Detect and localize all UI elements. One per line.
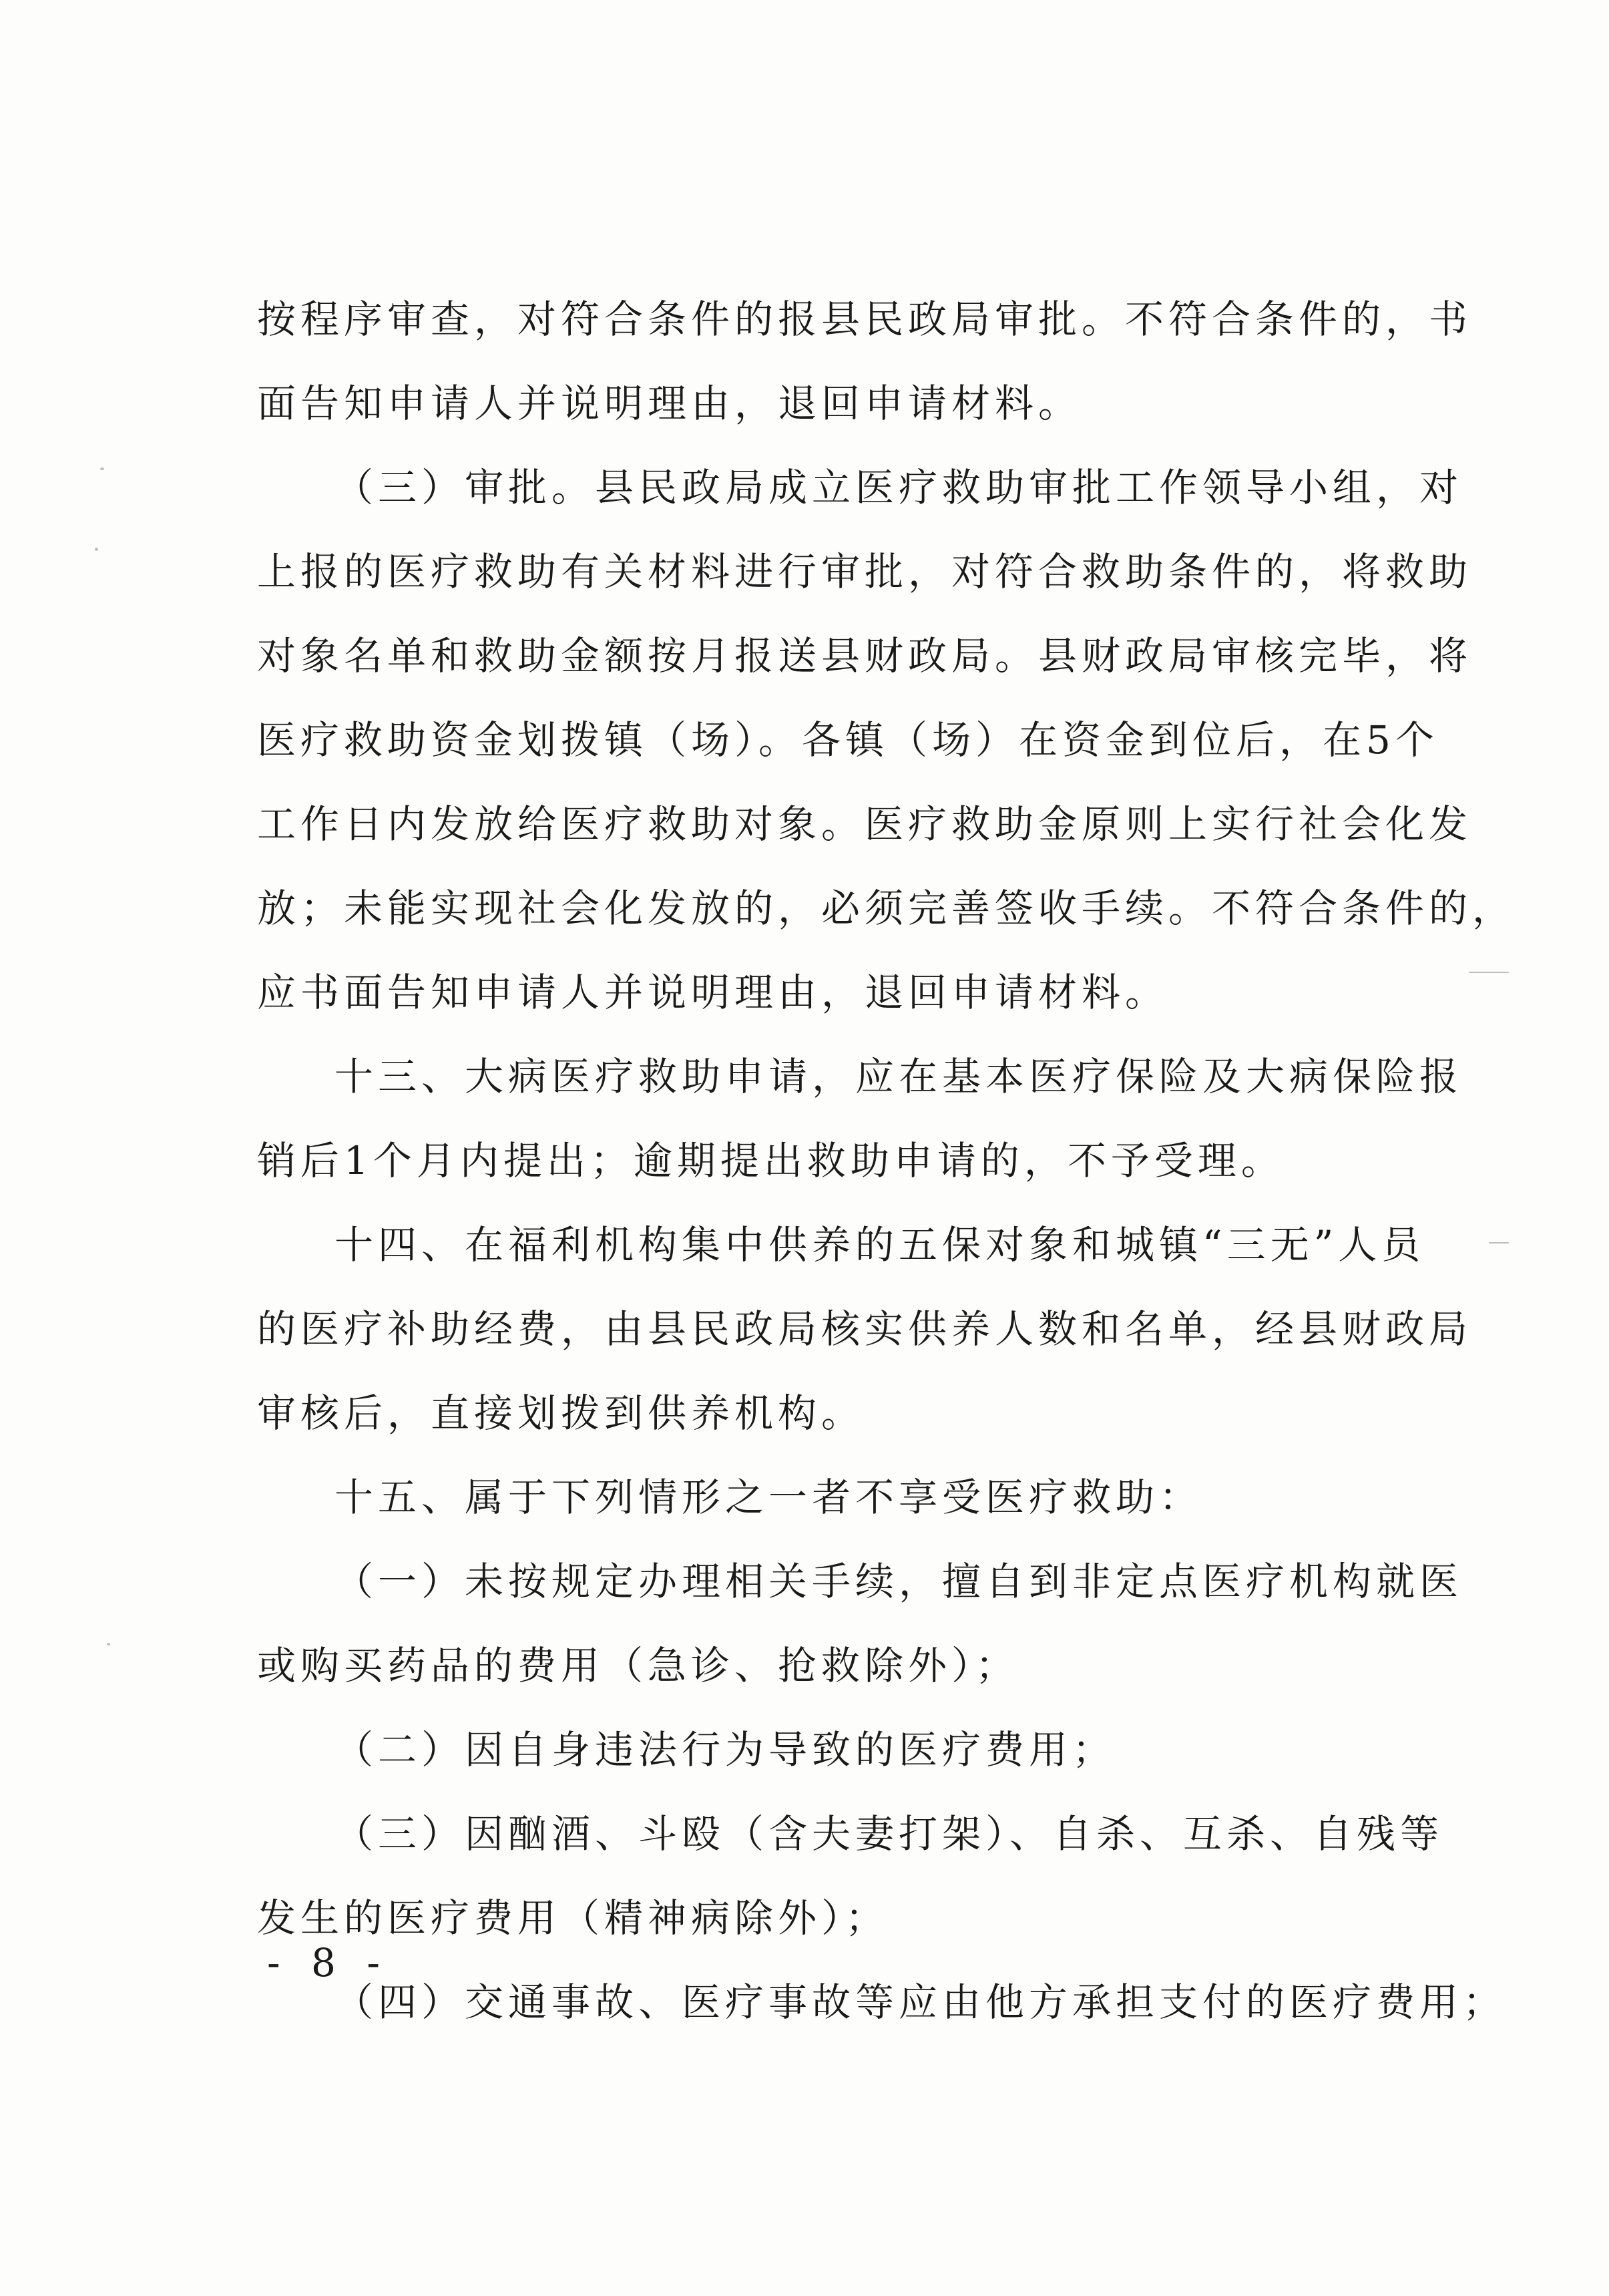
text-line: 对象名单和救助金额按月报送县财政局。县财政局审核完毕，将 <box>257 633 1473 679</box>
text-line: 按程序审查，对符合条件的报县民政局审批。不符合条件的，书 <box>257 297 1473 342</box>
text-line: （三）审批。县民政局成立医疗救助审批工作领导小组，对 <box>334 465 1463 510</box>
text-line: 面告知申请人并说明理由，退回申请材料。 <box>257 381 1082 426</box>
text-line: 工作日内发放给医疗救助对象。医疗救助金原则上实行社会化发 <box>257 801 1473 847</box>
text-line: 或购买药品的费用（急诊、抢救除外）； <box>257 1643 1019 1688</box>
text-line: 发生的医疗费用（精神病除外）； <box>257 1895 889 1941</box>
text-line: 销后1个月内提出；逾期提出救助申请的，不予受理。 <box>257 1138 1285 1183</box>
text-line: 医疗救助资金划拨镇（场）。各镇（场）在资金到位后，在5个 <box>257 717 1439 763</box>
body-text <box>257 277 1516 2044</box>
text-line: 审核后，直接划拨到供养机构。 <box>257 1390 865 1436</box>
text-line: 十五、属于下列情形之一者不享受医疗救助： <box>334 1475 1203 1520</box>
text-line: （四）交通事故、医疗事故等应由他方承担支付的医疗费用； <box>334 1979 1507 2025</box>
text-line: 的医疗补助经费，由县民政局核实供养人数和名单，经县财政局 <box>257 1306 1473 1352</box>
scan-speck <box>1489 1242 1509 1243</box>
text-line: （一）未按规定办理相关手续，擅自到非定点医疗机构就医 <box>334 1559 1463 1604</box>
text-line: （二）因自身违法行为导致的医疗费用； <box>334 1727 1116 1772</box>
text-line: 放；未能实现社会化发放的，必须完善签收手续。不符合条件的， <box>257 886 1516 931</box>
page-number: - 8 - <box>267 1940 389 1985</box>
text-line: 应书面告知申请人并说明理由，退回申请材料。 <box>257 970 1169 1015</box>
scan-speck <box>100 467 104 470</box>
text-line: （三）因酗酒、斗殴（含夫妻打架）、自杀、互杀、自残等 <box>334 1811 1444 1857</box>
scan-speck <box>107 1643 110 1646</box>
scan-speck <box>1469 972 1509 973</box>
text-line: 十四、在福利机构集中供养的五保对象和城镇“三无”人员 <box>334 1222 1425 1268</box>
text-line: 十三、大病医疗救助申请，应在基本医疗保险及大病保险报 <box>334 1054 1463 1099</box>
text-line: 上报的医疗救助有关材料进行审批，对符合救助条件的，将救助 <box>257 549 1473 594</box>
scan-speck <box>95 548 98 551</box>
